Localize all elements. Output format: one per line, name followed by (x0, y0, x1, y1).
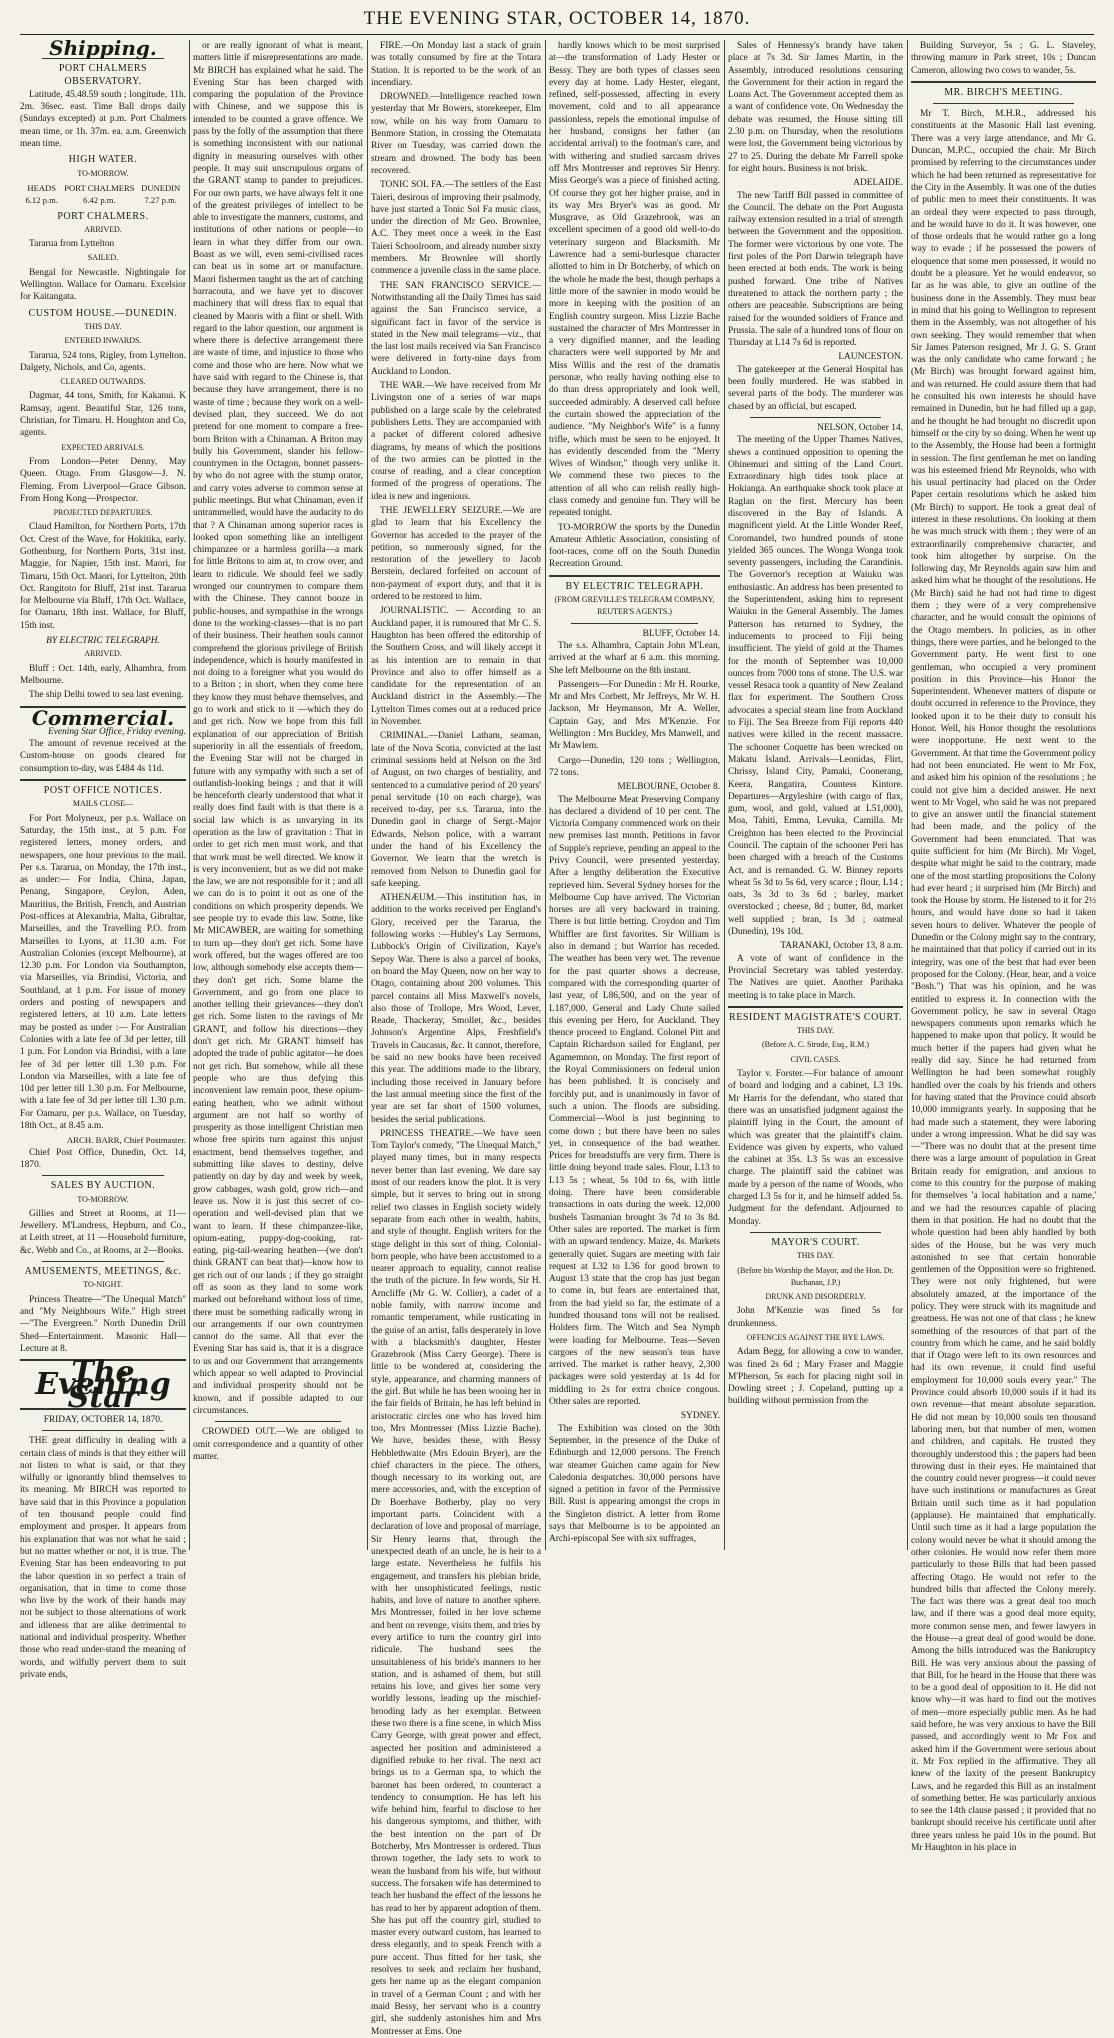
sales-heading: SALES BY AUCTION. (50, 1180, 156, 1192)
rm-court-before: (Before A. C. Strode, Esq., R.M.) (761, 1040, 870, 1050)
tide-port: PORT CHALMERS 6.42 p.m. (64, 182, 135, 206)
divider (42, 1430, 164, 1431)
sales-text: Gillies and Street at Rooms, at 11—Jewellery. M'Landress, Hepburn, and Co., at Leith street, at 11 —Household furniture, &c. Webb and Co., at Rooms, at 2—Books. (20, 1208, 186, 1256)
cleared-text: Dagmar, 44 tons, Smith, for Kakanui. K Ramsay, agent. Beautiful Star, 126 tons, Christian, for Timaru. H. Houghton and Co, agents. (20, 391, 186, 439)
arrived-text: Tararua from Lyttelton (29, 239, 115, 250)
divider (750, 417, 881, 418)
adelaide-dateline: ADELAIDE. (853, 178, 903, 189)
adelaide-text: The new Tariff Bill passed in committee of the Council. The debate on the Port Augusta railway extension resulted in a trial of strength between the Government and the opposition. The former were victorious by one vote. The first poles of the Port Darwin telegraph have been erected at both ends. The work is being pushed forward. One tribe of Natives threatened to attack the northern party ; the others are peaceable. Subscriptions are being raised for the wounded soldiers of France and Prussia. The sale of a hundred tons of flour on Thursday at L14 7s 6d is reported. (728, 190, 903, 349)
divider (571, 623, 698, 624)
amusements-heading: AMUSEMENTS, MEETINGS, &c. (24, 1266, 182, 1278)
launceston-dateline: LAUNCESTON. (838, 352, 903, 363)
sydney-continuation: Sales of Hennessy's brandy have taken place at 7s 3d. Sir James Martin, in the Assembly, introduced resolutions censuring the Government for their action in regard the Loans Act. The Government accepted them as a want of confidence vote. On Wednesday the debate was resumed, the House sitting till 2.30 p.m. on Thursday, when the resolutions were lost, the Government being victorious by 27 to 25. During the debate Mr Farrell spoke for eight hours. Business is not brisk. (728, 41, 903, 174)
post-text: For Port Molyneux, per p.s. Wallace on Saturday, the 15th inst., at 5 p.m. For registered letters, money orders, and newspapers, one hour previous to the mail. Per s.s. Tararua, on Monday, the 17th inst., as under:— For India, China, Japan, Penang, Singapore, Ceylon, Aden, Mauritius, the British, French, and Austrian Post-offices at Alexandria, Malta, Gibraltar, Marseilles, and the Travelling P.O. from Marseilles to Lyons, at 11.30 a.m. For Australian Colonies (except Melbourne), at 12.30 p.m. For London via Southampton, via Marseilles, via Brindisi, Victoria, and Southland, at 1 p.m. For issue of money orders and posting of newspapers and registered letters, at 10 a.m. Late letters may be posted as under :— For Australian Colonies with a late fee of 3d per letter, till 1 p.m. For London via Brindisi, with a late fee of 3d per letter till 1.30 p.m. For London via Marseilles, with a late fee of 10d per letter till 1.30 p.m. For Melbourne, with a late fee of 3d per letter till 1.30 p.m. For Oamaru, per p.s. Wallace, on Tuesday, 18th Oct., at 8.45 a.m. (20, 813, 186, 1132)
divider (42, 1175, 164, 1176)
entered-text: Tararua, 524 tons, Rigley, from Lyttelton. Dalgety, Nichols, and Co, agents. (20, 350, 186, 373)
bluff-dateline: BLUFF, October 14. (642, 628, 720, 639)
telegraph-text: Bluff : Oct. 14th, early, Alhambra, from Melbourne. (20, 663, 186, 686)
news-criminal: CRIMINAL.—Daniel Latham, seaman, late of the Nova Scotia, convicted at the last criminal sessions held at Nelson on the 3rd of August, on two charges of bestiality, and sentenced to a cumulative period of 20 years' penal servitude (10 on each charge), was received to-day, per s.s. Tararua, into the Dunedin gaol in charge of Sergt.-Major Edwards, Nelson police, with a warrant under the hand of his Excellency the Governor. We learn that the wretch is removed from Nelson to Dunedin gaol for safe keeping. (371, 731, 541, 889)
rm-court-sub: THIS DAY. (796, 1026, 835, 1036)
amusements-sub: TO-NIGHT. (83, 1280, 123, 1290)
shipping-heading: Shipping. (49, 36, 157, 60)
birch-meeting-heading: MR. BIRCH'S MEETING. (944, 86, 1063, 98)
column-divider (907, 40, 908, 1550)
column-divider (367, 40, 368, 1550)
nelson-text: The meeting of the Upper Thames Natives, shews a continued opposition to opening the Ohinemuri and sitting of the Land Court. Extraordinary high tides took place at Hokianga. An earthquake shock took place at Raglan on the first. Mercury has been discovered in the Bay of Islands. A magnificent yield. At the Little Wonder Reef, Coromandel, two hundred pounds of stone yielded 365 ounces. The Wonga Wonga took seventy passengers, including the Carandinis. The Governor's reception at Waiuku was enthusiastic. An address has been presented to the Superintendent, asking him to represent Waiuku in the General Assembly. The James Patterson has returned to Sydney, the inducements to proceed to Fiji being insufficient. The yield of gold at the Thames for the month of September was 10,000 ounces from 7000 tons of stone. The U.S. war vessel Resaca took a quantity of New Zealand flax for experiment. The Southern Cross advocates a special steam line from Auckland to Fiji. The Sea Breeze from Fiji reports 440 natives were killed in the recent massacre. The schooner Coquette has been wrecked on Makatu Island. Arrivals—Leonidas, Flirt, Chrissy, Island City, Pamaki, Coonerang, Keera, Rangatira, Countess Kintore. Departures—Argyleshire (with cargo of flax, gum, wool, and gold, valued at L51,000), Moa, Tahiti, Emma, Levuka, Camilla. Mr Creighton has been elected to the Provincial Council. The captain of the schooner Peri has been charged with a breach of the Customs Act, and is remanded. G. W. Binney reports wheat 5s 3d to 5s 6d, very scarce ; flour, L14 ; oats, 3s 3d to 3s 6d ; barley, market overstocked ; cheese, 8d ; butter, 8d, market well supplied ; bran, 1s 3d ; oatmeal (Dunedin), 19s 10d. (728, 435, 903, 938)
post-place: Chief Post Office, Dunedin, Oct. 14, 1870. (20, 1147, 186, 1170)
commercial-text: The amount of revenue received at the Custom-house on goods cleared for consumption to-day, was £484 4s 11d. (20, 739, 186, 774)
column-6 (911, 40, 1096, 1854)
tide-heads: HEADS 6.12 p.m. (25, 182, 58, 206)
divider (933, 103, 1074, 104)
sailed-text: Bengal for Newcastle. Nightingale for Wellington. Wallace for Oamaru. Excelsior for Kaitangata. (20, 267, 186, 303)
divider (728, 1006, 903, 1008)
divider (911, 81, 1096, 83)
news-journalistic: JOURNALISTIC. — According to an Auckland paper, it is rumoured that Mr C. S. Haughton has been offered the editorship of the Southern Cross, and will likely accept it as his intention are to remain in that Province and also to offer himself as a candidate for the representation of an Auckland district in the Assembly.—The Lyttelton Times comes out at a reduced price in November. (371, 606, 541, 728)
melbourne-dateline: MELBOURNE, October 8. (617, 782, 720, 793)
mayor-court-bylaws: OFFENCES AGAINST THE BYE LAWS. (746, 1332, 885, 1342)
high-water-sub: TO-MORROW. (77, 168, 129, 178)
commercial-office: Evening Star Office, Friday evening. (48, 726, 186, 737)
arrived-label: ARRIVED. (84, 224, 122, 234)
mayor-court-sub: THIS DAY. (796, 1251, 835, 1261)
telegraph-heading: BY ELECTRIC TELEGRAPH. (46, 636, 160, 647)
mayor-court-drunk: DRUNK AND DISORDERLY. (765, 1292, 866, 1302)
melbourne-text: The Melbourne Meat Preserving Company has declared a dividend of 10 per cent. The Victoria Company commenced work on their new premises last month. Petitions in favor of Supple's reprieve, pending an appeal to the Privy Council, were presented yesterday. After a lengthy deliberation the Executive reprieved him. Several Sydney horses for the Melbourne Cup have arrived. The Victorian horses are all very backward in training. There is but little betting. Croydon and Tim Whiffler are first favorites. Sir William is also in demand ; but Warrior has receded. The weather has been very wet. The revenue for the past quarter shows a decrease, compared with the corresponding quarter of last year, of L86,500, and on the year of L187,000. General and Lady Chute sailed this evening per Hero, for Auckland. They thence proceed to England. Colonel Pitt and Captain Richardson sailed for England, per Agamemnon, on Monday. The first report of the Royal Commissioners on federal union has been published. It is concisely and forcibly put, and is unanimously in favor of such a union. The floods are subsiding. Commercial—Wool is just beginning to come down ; but there have been no sales yet, in consequence of the bad weather. Prices for breadstuffs are very firm. There is little doing beyond trade sales. Flour, L13 to L13 5s ; wheat, 5s 10d to 6s, with little doing. There have been considerable transactions in oats during the week. 12,000 bushels Tasmanian brought 3s 7d to 3s 8d. Other sales are reported. The market is firm with an upward tendency. Maize, 4s. Markets generally quiet. Sugars are meeting with fair request at L32 to L36 for good brown to August 13 state that the crop has just began to come in, but fears are entertained that, from the bad yield so far, the estimate of a hundred thousand tons will not be realised. Holders firm. The Witch and Sea Nymph were loading for Melbourne. Teas—Seven cargoes of the new season's teas have arrived. The market is rather heavy, 2,300 packages were sold yesterday at 1s 4d for middling to 2s for extra choice congous. Other sales are reported. (549, 794, 720, 1408)
news-war: THE WAR.—We have received from Mr Livingston one of a series of war maps published on a large scale by the celebrated publishers Letts. They are accompanied with a packet of different colored adhesive diagrams, by means of which the positions of the two armies can be plotted in the course of reading, and a clear conception formed of the progress of operations. The idea is new and ingenious. (371, 381, 541, 502)
customs-heading: CUSTOM HOUSE.—DUNEDIN. (28, 307, 178, 319)
bluff-text: The s.s. Alhambra, Captain John M'Lean, arrived at the wharf at 6 a.m. this morning. She left Melbourne on the 8th instant. (549, 640, 720, 676)
masthead: THE EVENING STAR, OCTOBER 14, 1870. (363, 8, 751, 29)
sales-sub: TO-MORROW. (77, 1194, 129, 1204)
divider (750, 1232, 881, 1233)
news-sports: TO-MORROW the sports by the Dunedin Amateur Athletic Association, consisting of foot-races, come off on the South Dunedin Recreation Ground. (549, 522, 720, 570)
sailed-label: SAILED. (87, 253, 119, 263)
observatory-heading: PORT CHALMERS OBSERVATORY. (58, 63, 148, 87)
column-divider (724, 40, 725, 1550)
column-2 (193, 40, 363, 1550)
delhi-text: The ship Delhi towed to sea last evening. (29, 690, 184, 701)
post-sign: ARCH. BARR, Chief Postmaster. (66, 1135, 186, 1146)
sydney-dateline: SYDNEY. (680, 1411, 720, 1422)
telegraph-heading: BY ELECTRIC TELEGRAPH. (565, 580, 704, 592)
mayor-court-heading: MAYOR'S COURT. (771, 1236, 860, 1248)
high-water-heading: HIGH WATER. (68, 154, 138, 166)
projected-label: PROJECTED DEPARTURES. (53, 508, 153, 518)
crowded-out-notice: CROWDED OUT.—We are obliged to omit correspondence and a quantity of other matter. (193, 1427, 363, 1462)
divider (549, 575, 720, 577)
nelson-dateline: NELSON, October 14. (817, 422, 903, 433)
tide-table (20, 182, 186, 207)
column-3 (371, 40, 541, 2037)
mayor-court-text: John M'Kenzie was fined 5s for drunkenness. (728, 1306, 903, 1329)
customs-sub: THIS DAY. (84, 321, 122, 331)
taranaki-dateline: TARANAKI, October 13, 8 a.m. (780, 941, 903, 952)
commercial-heading: Commercial. (31, 705, 175, 730)
news-jewellery: THE JEWELLERY SEIZURE.—We are glad to learn that his Excellency the Governor has acceded to the prayer of the petition, so numerously signed, for the restoration of the jewellery to Jacob Berstein, declared forfeited on account of non-payment of export duty, and that it is ordered to be restored to him. (371, 505, 541, 603)
news-princess-theatre: PRINCESS THEATRE.—We have seen Tom Taylor's comedy, "The Unequal Match," played many times, but in many respects never better than last evening. We dare say most of our readers know the plot. It is very simple, but it serves to bring out in strong relief two classes in English society widely separate from each other in wealth, habits, and style of thought. English writers for the stage delight in this sort of thing. Colonial-born people, who have been accustomed to a nearer approach to equality, cannot realise the truth of the picture. In few words, Sir H. Arncliffe (Mr G. W. Collier), a cadet of a noble family, with narrow income and romantic temperament, while rusticating in the guise of an artist, falls desperately in love with a blacksmith's daughter, Hester Grazebrook (Miss Carry George). There is little to be wondered at, considering the style, appearance, and charming manners of the girl. But while he has been wooing her in the fair fields of Britain, he has left behind in aristocratic circles one who has loved him too, Mrs Montresser (Miss Lizzie Bache). We have, besides these, with Bessy Hebblethwaite (Mrs Edouin Bryer), are the chief characters in the piece. The others, though necessary to its working out, are mere accessories, and, with the exception of Dr Boerhave Botherby, play no very important parts. Coincident with a declaration of love and proposal of marriage, Sir Henry learns that, through the unexpected death of an uncle, he is heir to a large estate. Nevertheless he fulfils his engagement, and transfers his plebian bride, with her unsophisticated feelings, rustic habits, and love of nature to another sphere. Mrs Montresser, foiled in her love scheme and bent on revenge, visits them, and tries by every artifice to turn the country girl into ridicule. The husband sees the unsuitableness of his bride's manners to her station, and is ashamed of them, but still retains his love, and gives her some very worldly lessons, leading up the mischief-brooding lady as her exemplar. Between these two there is a fine scene, in which Miss Carry George, with great power and effect, aspected her position and administered a dignified rebuke to her rival. The next act brings us to a German spa, to which the baronet has been ordered, to counteract a tendency to consumption. He has left his wife behind him, fearful to disclose to her his dangerous symptoms, and thither, with the best intention on the part of Dr Botcherby, Mrs Montresser is ordered. Thus thrown together, the lady sets to work to wean the husband from his wife, but without success. The forsaken wife has determined to teach her husband the effect of the lessons he has read to her by apparent adoption of them. She has put off the country girl, studied to master every outward custom, has learned to dress elegantly, and to speak French with a pure accent. Thus fitted for her task, she resolves to seek and reclaim her husband, gets her name up as the elegant companion in travel of a German Count ; and with her maid Bessy, her servant who is a country girl, she suddenly astonishes him and Mrs Montresser at Ems. One (371, 1128, 541, 2037)
amusements-text: Princess Theatre—"The Unequal Match" and "My Neighbours Wife." High street—"The Evergreen." North Dunedin Drill Shed—Entertainment. Masonic Hall—Lecture at 8. (20, 1294, 186, 1354)
tide-dunedin: DUNEDIN 7.27 p.m. (141, 182, 181, 206)
post-sub: MAILS CLOSE— (72, 799, 134, 809)
rm-court-civil: CIVIL CASES. (790, 1054, 841, 1064)
paper-date: FRIDAY, OCTOBER 14, 1870. (43, 1414, 163, 1425)
leader-paragraph: THE great difficulty in dealing with a certain class of minds is that they either will not listen to what is said, or that they wilfully or ignorantly blind themselves to its meaning. Mr BIRCH was reported to have said that in this Province a population of ten thousand people could find employment and prosper. It appears from his explanation that was not what he said ; but no matter whether or not, it is true. The Evening Star has been endeavoring to put the labor question in so perfect a train of organisation, that in time to come those who live by the work of their hands may not be subject to those alternations of work and idleness that are alike detrimental to national and individual prosperity. Whether those who read under-stand the meaning of words, and wilfully pervert them to suit private ends, (20, 1436, 186, 1680)
news-drowned: DROWNED.—Intelligence reached town yesterday that Mr Bowers, storekeeper, Elm row, while on his way from Oamaru to Benmore Station, in crossing the Otematata River on Tuesday, was carried down the stream and drowned. The body has been recovered. (371, 92, 541, 176)
news-athenaeum: ATHENÆUM.—This institution has, in addition to the works received per England's Glory, received per the Tararua, the following works :—Hubley's Lay Sermons, Lubbock's Origin of Civilization, Kaye's Sepoy War. There is also a parcel of books, on board the May Queen, now on her way to Otago, containing about 200 volumes. This parcel contains all Miss Maxwell's novels, also those of Trollope, Mrs Wood, Lever, Reade, Thackeray, Smollet, &c., besides Johnson's Argentine Alps, Freshfield's Travels in Caucasus, &c. It cannot, therefore, be said no new books have been received this year. The additions made to the library, including those received in January before the last annual meeting since the first of the year are set far short of 1500 volumes, besides the serial publications. (371, 893, 541, 1125)
rm-court-text: Taylor v. Forster.—For balance of amount of board and lodging and a cabinet, L3 19s. Mr Harris for the defendant, who stated that there was an unsatisfied judgment against the plaintiff lying in the Court, the amount of which was greater that the plaintiff's claim. Evidence was given by experts, who valued the cabinet at 35s. L3 5s was an excessive charge. The plaintiff said the cabinet was made by a person of the name of Woods, who charged L3 5s for it, and he himself added 5s. Judgment for the defendant. Adjourned to Monday. (728, 1069, 903, 1227)
projected-text: Claud Hamilton, for Northern Ports, 17th Oct. Crest of the Wave, for Hokitika, early. Gothenburg, for Northern Ports, 31st inst. Maggie, for Napier, 15th inst. Maori, for Timaru, 15th Oct. Maori, for Lyttelton, 20th Oct. Rangitoto for Bluff, 21st inst. Tararua for Melbourne via Bluff, 17th Oct. Wallace, for Oamaru, 18th inst. Wallace, for Bluff, 15th inst. (20, 522, 186, 631)
telegraph-sub: (FROM GREVILLE'S TELEGRAM COMPANY, REUTER'S AGENTS.) (554, 595, 715, 617)
expected-label: EXPECTED ARRIVALS. (61, 442, 145, 452)
top-rule (20, 34, 1094, 35)
news-tonic-sol-fa: TONIC SOL FA.—The settlers of the East Taieri, desirous of improving their psalmody, have just started a Tonic Sol Fa music class, under the direction of Mr Geo. Brownlee, A.C. They meet once a week in the East Taieri Schoolroom, and already number sixty members. Mr Brownlee will shortly commence a juvenile class in the same place. (371, 180, 541, 277)
theatre-continuation: hardly knows which to be most surprised at—the transformation of Lady Hester or Bessy. They are both types of classes seen every day at home. Lady Hester, elegant, refined, self-possessed, affecting in every movement, cold and to all appearance passionless, repels the emotional impulse of her husband, consigns her father (an accidental arrival) to the footman's care, and with withering and studied sarcasm drives off Mrs Montresser and reproves Sir Henry. Miss George's was a piece of finished acting. Of course they got her higher praise, and in its way Mrs Bryer's was as good. Mr Musgrave, as Old Grazebrook, was an excellent specimen of a good old well-to-do veterinary surgeon and Blacksmith. Mr Lawrence had a semi-burlesque character allotted to him in Dr Botcherby, of which on the whole he made the best, though perhaps a little more of the sawnier in modo would be more in keeping with the position of an English country surgeon. Miss Lizzie Bache sustained the character of Mrs Montresser in a very dignified manner, and the leading characters were well supported by Mr and Miss Willis and the rest of the dramatis personæ, who really having nothing else to do than dress appropriately and look well, succeeded admirably. A deserved call before the curtain showed the appreciation of the audience. "My Neighbor's Wife" is a funny trifle, which must be seen to be enjoyed. It has evidently descended from the "Merry Wives of Windsor," though very unlike it. We commend these two pieces to the attention of all who can relish really high-class comedy and genuine fun. They will be repeated tonight. (549, 41, 720, 519)
taranaki-text: A vote of want of confidence in the Provincial Secretary was tabled yesterday. The Natives are quiet. Another Parihaka meeting is to take place in March. (728, 953, 903, 1001)
cleared-label: CLEARED OUTWARDS. (60, 377, 146, 387)
news-san-francisco: THE SAN FRANCISCO SERVICE.—Notwithstanding all the Daily Times has said against the San Francisco service, a significant fact in favor of the service is stated in the New mail telegrams—viz., that the last lost mails received via San Francisco were delivered in forty-nine days from Auckland to London. (371, 280, 541, 377)
divider (42, 1261, 164, 1262)
post-heading: POST OFFICE NOTICES. (43, 785, 163, 797)
entered-label: ENTERED INWARDS. (64, 336, 142, 346)
mayor-court-bylaws-text: Adam Begg, for allowing a cow to wander, was fined 2s 6d ; Mary Fraser and Maggie M'Pherson, 5s each for placing night soil in Dowling street ; J. Copeland, putting up a building without permission from the (728, 1347, 903, 1407)
sydney-text: The Exhibition was closed on the 30th September, in the presence of the Duke of Edinburgh and 12,000 persons. The French war steamer Guichen came again for New Caledonia despatches. 30,000 persons have signed a petition in favor of the Permissive Bill. Rust is appearing amongst the crops in the Singleton district. A letter from Rome says that Melbourne is to be appointed an Archi-episcopal See with six suffrages, (549, 1423, 720, 1545)
divider (20, 779, 186, 781)
observatory-text: Latitude, 45.48.59 south ; longitude, 11h. 2m. 36sec. east. Time Ball drops daily (Sundays excepted) at p.m. Port Chalmers mean time, or 1h. 37m. ea. a.m. Greenwich mean time. (20, 89, 186, 150)
paper-title: The Evening Star (35, 1355, 171, 1415)
bluff-passengers: Passengers—For Dunedin : Mr H. Rourke, Mr and Mrs Corbett, Mr Jeffreys, Mr W. H. Jackson, Mr Heymanson, Mr A. Weller, Captain Gay, and Mrs M'Kenzie. For Wellington : Mrs Buckley, Mrs Manwell, and Mr Mawlem. (549, 679, 720, 752)
telegraph-arrived: ARRIVED. (84, 649, 122, 659)
bylaws-continuation: Building Surveyor, 5s ; G. L. Staveley, throwing manure in Park street, 10s ; Duncan Cameron, allowing two cows to wander, 5s. (911, 41, 1096, 76)
leader-continuation: or are really ignorant of what is meant, matters little if misrepresentations are made. Mr BIRCH has explained what he said. The Evening Star has been charged with comparing the population of the Province with Chinese, and we suppose this is intended to be counted a grave offence. We pass by the folly of the assumption that there is something inconsistent with our national dignity in measuring ourselves with other people. It may suit unscrupulous organs of the GRANT stamp to pander to prejudices. For our own parts, we have always felt it one of the greatest privileges of intellect to be able to investigate the manners, customs, and institutions of other nations or people—to learn in what they differ from our own. Boast as we will, even semi-civilised races can beat us in some art or manufacture. Maori fishermen taught us the art of catching barracouta, and we have yet to discover machinery that will dress flax to equal that cleaned by Maoris with a flint or shell. With regard to the labor question, our argument is where there is defective arrangement there are waste of time, and injustice to those who come and those who are here. Now what we have said with regard to the Chinese is, that because they have arrangement, there is no waste of time ; because they work on a well-devised plan, they succeed. We do not pretend for one moment to compare a free-born Briton with a Chinaman. A Briton may bully his Government, slander his fellow-countrymen in the Octagon, bonnet passers-by who do not agree with the stump orator, and carry votes adverse to common sense at public meetings. But what Chinaman, even if untrammelled, would have the audacity to do that ? A Chinaman among superior races is looked upon something like an intelligent chimpanzee or a harmless gorilla—a mark for little Britons to aim at, to crow over, and learn to ridicule. We should feel we sadly wronged our countrymen to compare them with the Chinese. They cannot booze in public-houses, and sympathise in the wrongs done to the working-classes—that is no part of their business. Their heathen souls cannot comprehend the glorious privilege of British independence, which is hourly manifested in not doing to a foreigner what you would do to a Briton ; in short, when they come here they know they must behave themselves, and go to work and stick to it —which they do and get rich. Now we hope from this full explanation of our appreciation of British superiority in all the essentials of freedom, the Evening Star will not be charged in future with any sympathy with such a set of outlandish-looking beings ; and that it will be henceforth clearly understood that what it really does find fault with is that there is a social law which is as unvarying in its operation as the law of gravitation : That in order to get rich men must work, and that that work must be well directed. We know it is very inconvenient, but as we did not make the law, we are not responsible for it ; and all we can do is to point it out as one of the conditions on which prosperity depends. We see people try to evade this law. Some, like Mr MICAWBER, are waiting for something to turn up—they don't get rich. Some have work offered, but the wages offered are too low, although somebody else accepts them—they don't get rich. Some blame the Government, and go from one place to another telling their grievances—they don't get rich. Some listen to the ravings of Mr GRANT, and follow his directions—they don't get rich. Mr GRANT himself has adopted the trade of public agitator—he does not get rich. But somehow, while all these people who are thus defying this inconvenient law remain poor, these opium-eating heathen, who we admit without argument are not half so worthy of prosperity as those intelligent Christian men whose free spirits turn against this unjust enactment, bend themselves together, and submitting like slaves to destiny, delve patiently on day by day and week by week, grow cabbages, wash gold, grow rich—and leave us. Now it is just this secret of co-operation and well-devised plan that we want to learn. If these chimpanzee-like, opium-eating, puppy-dog-cooking, rat-eating, pig-tail-wearing heathen—(we don't think GRANT can beat that)—know how to get rich out of our lands ; if they go straight off as soon as they land to some work marked out beforehand without loss of time, there must be something radically wrong in our arrangements if our own countrymen cannot do the same. All that ever the Evening Star has said is, that it is a disgrace to us and our Government that arrangements which appear so well adapted to Provincial and individual prosperity should not be known, and if possible adapted to our circumstances. (193, 41, 363, 1416)
bluff-cargo: Cargo—Dunedin, 120 tons ; Wellington, 72 tons. (549, 755, 720, 778)
expected-text: From London—Peter Denny, May Queen. Otago. From Glasgow—J. N. Fleming. From Liverpool—Grace Gibson. From Hong Kong—Prospector. (20, 456, 186, 504)
column-1 (20, 36, 186, 1680)
column-5 (728, 40, 903, 1550)
mayor-court-before: (Before his Worship the Mayor, and the Hon. Dr. Buchanan, J.P.) (737, 1265, 894, 1287)
column-divider (189, 40, 190, 1550)
column-divider (545, 40, 546, 1550)
port-heading: PORT CHALMERS. (57, 210, 149, 222)
birch-meeting-text: Mr T. Birch, M.H.R., addressed his constituents at the Masonic Hall last evening. There was a very large attendance, and Mr G. Duncan, M.P.C., occupied the chair. Mr Birch promised by referring to the circumstances under which he had been returned as representative for the City in the Assembly. It was one of the duties of public men to meet their constituents. It was an ordeal they were expected to pass through, and he would have to do it. It was however, one of those ordeals that he would rather go a long way to evade ; if he possessed the powers of eloquence that some men possessed, it would no doubt be a pleasure. Yet he would endeavor, so far as he was able, to give an outline of the business done in the Assembly. They must bear in mind that his going to Wellington to represent them in the Assembly, was not altogether of his own seeking. They would remember that when Sir James Paterson resigned, Mr J. G. S. Grant was the only candidate who came forward ; he (Mr Birch) was brought forward against him, and was returned. He could assure them that had he consulted his own interests he should have remained in Dunedin, but he had filled up a gap, and he thought he had brought no discredit upon himself or the city by so doing. When he went up to the Assembly, the House had been a fortnight in session. The first gentleman he met on landing was his esteemed friend Mr Reynolds, who with his usual pertinacity had placed on the Order Paper certain resolutions which he asked him (Mr Birch) to support. He took a great deal of interest in these resolutions. On looking at them he was much struck with them ; they were of an extraordinarily comprehensive character, and took him altogether by surprise. On the following day, Mr Reynolds again saw him and asked him what he thought of the resolutions. He (Mr Birch) said he had not had time to digest them ; they were of a very comprehensive character, and he would consult the opinions of the Otago members. In policies, as in other things, there were parties, and he belonged to the Government party. He went first to one gentleman, who occupied a very prominent position in this Province—his Honor the Superintendent. Whenever matters of dispute or doubt occurred in reference to the Province, they looked upon it to be their duty to consult his Honor. Well, his Honor thought the resolutions were inopportune. He next went to the Government. At that time the Government policy had not been enunciated. He went to Mr Fox, and asked him his opinion of the resolutions ; he could not give him a decided answer. He next went to Mr Vogel, who said he was not prepared to give an answer until the financial statement had been made, and the policy of the Government had been enunciated. That was quite sufficient for him (Mr Birch). Mr Vogel, despite what might be said to the contrary, made one of the most startling propositions the Colony had ever heard ; it surprised him (Mr Birch) and took the House by storm. He listened to it for 2½ hours, and would have done so had it taken seven hours to deliver. Whatever the people of Dunedin or the Colony might say to the contrary, he maintained that that policy if carried out in its integrity, was one of the best that had ever been proposed for the Colony. (Hear, hear, and a voice "Bosh.") That was his opinion, and he was entitled to express it. In connection with the Government policy, he saw in several Otago newspapers comments upon remarks which he happened to make upon that policy. It would be much better if the papers had given what he really did say. Since he had returned from Wellington he had been somewhat roughly handled over the coals by his friends and others for having stated that the Province could absorb 10,000 immigrants yearly. In supposing that he had made such a statement, they were laboring under a wrong impression. What he did say was—"There was no doubt that at the present time there was a large amount of population in Great Britain ready for emigration, and anxious to come to this country for the purpose of making for themselves 'a local habitation and a name,' and we had the resources capable of placing them in that position. He had no doubt that the whole question had been ably handled by both sides of the House, but he was very much astonished to see that certain honorable gentlemen of the Opposition were so frightened. They were not only frightened, but were absolutely amazed, at the importance of the policy. They were struck with its magnitude and greatness. He was not one of that class ; he knew something of the resources of that part of the country from which he came, and he said boldly that if Otago were left to its own resources and had its own revenue, it could find useful employment for 10,000 souls every year." The Province could absorb 10,000 souls if it had its own revenue—that meant absolute separation. He did not mean by 10,000 souls ten thousand laboring men, but that number of men, women and children, and capitals. He trusted they thoroughly understood this ; the papers had been throwing dust in their eyes. He maintained that the country could never progress—it could never have such institutions or manufactures as Great Britain until such time as it had population (applause). He maintained that emphatically. Until such time as it had a large population the colony would never be what it should among the other colonies. He would now refer them more particularly to those Bills that had been passed affecting Otago. He would not refer to the hundred bills that affected the Colony merely. The fact was there was a great deal too much law, and if there was a good deal more equity, more common sense men, and fewer lawyers in the House—a great deal of good would be done. Among the bills introduced was the Bankruptcy Bill. He was very anxious about the passing of that Bill, for he heard in the House that there was to be a good deal of opposition to it. He did not know why—it was hard to find out the motives of men—more especially public men. As he had said before, he was very anxious to have the Bill passed, and accordingly went to Mr Fox and asked him if the Government were serious about it. Mr Fox replied in the affirmative. They all knew of the laxity of the present Bankruptcy Laws, and he regarded this Bill as an instalment of something better. He was particularly anxious to see the 14th clause passed ; it provided that no bankrupt should receive his certificate until after three years unless he paid 10s in the pound. But Mr Haughton in his place in (911, 109, 1096, 1854)
news-fire: FIRE.—On Monday last a stack of grain was totally consumed by fire at the Totara Station. It is reported to be the work of an incendiary. (371, 41, 541, 88)
rm-court-heading: RESIDENT MAGISTRATE'S COURT. (729, 1011, 902, 1023)
divider (215, 1421, 341, 1422)
column-4 (549, 40, 720, 1550)
launceston-text: The gatekeeper at the General Hospital has been foully murdered. He was stabbed in several parts of the body. The murderer was chased by an official, but escaped. (728, 364, 903, 412)
